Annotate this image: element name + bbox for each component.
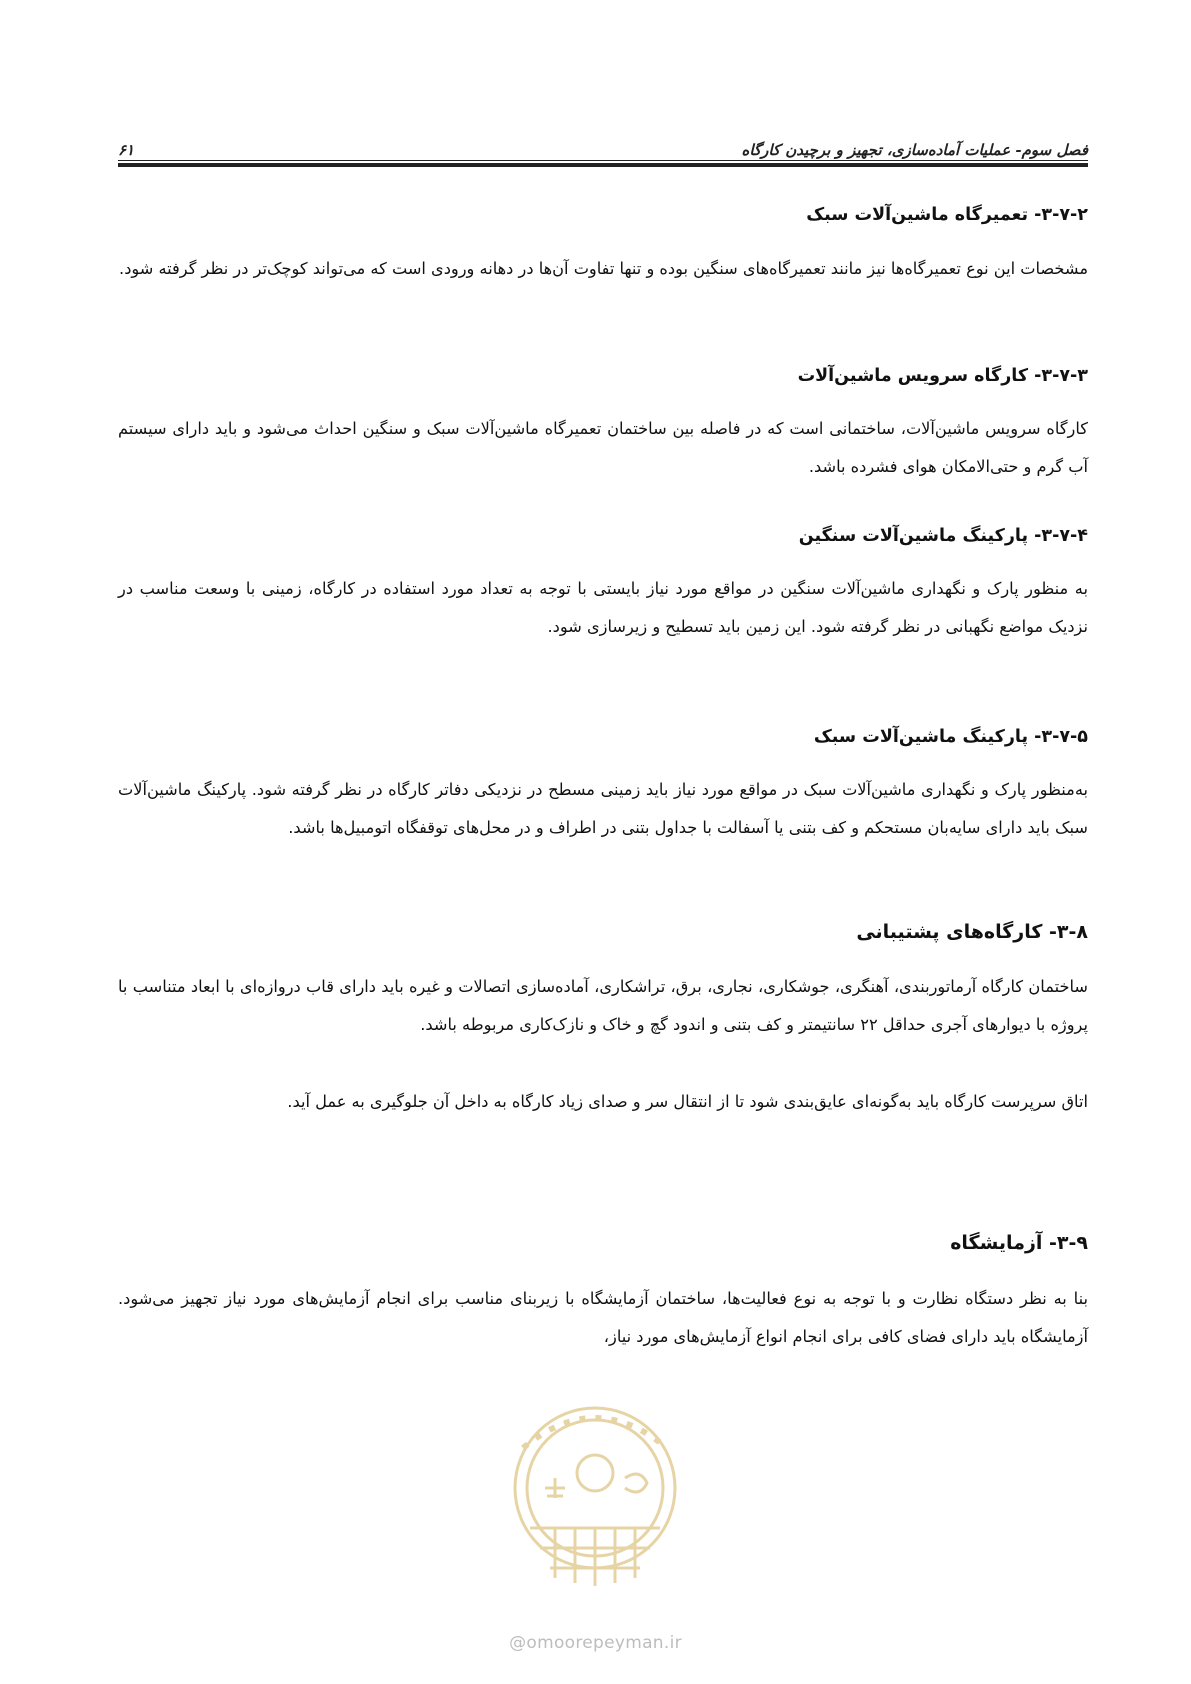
section-heading: ۳-۹- آزمایشگاه <box>950 1232 1088 1254</box>
header-rule-thick <box>118 163 1088 167</box>
paragraph: کارگاه سرویس ماشین‌آلات، ساختمانی است که در فاصله بین ساختمان تعمیرگاه ماشین‌آلات سبک و سنگین احداث می‌شود و باید دارای سیستم آب گرم و حتی‌الامکان هوای فشرده باشد. <box>118 419 1088 476</box>
header-rule-thin <box>118 160 1088 161</box>
section-heading: ۳-۸- کارگاه‌های پشتیبانی <box>856 921 1088 943</box>
section-heading: ۳-۷-۲- تعمیرگاه ماشین‌آلات سبک <box>806 205 1088 225</box>
watermark-seal <box>475 1378 715 1633</box>
chapter-title: فصل سوم- عملیات آماده‌سازی، تجهیز و برچیدن کارگاه <box>741 141 1088 159</box>
section-heading: ۳-۷-۴- پارکینگ ماشین‌آلات سنگین <box>798 526 1088 546</box>
paragraph: به منظور پارک و نگهداری ماشین‌آلات سنگین در مواقع مورد نیاز بایستی با توجه به تعداد مورد استفاده در کارگاه، زمینی با وسعت مناسب در نزدیک مواضع نگهبانی در نظر گرفته شود. این زمین باید تسطیح و زیرسازی شود. <box>118 579 1088 636</box>
section-heading: ۳-۷-۵- پارکینگ ماشین‌آلات سبک <box>813 727 1088 747</box>
page-number: ۶۱ <box>118 141 135 159</box>
paragraph: به‌منظور پارک و نگهداری ماشین‌آلات سبک در مواقع مورد نیاز باید زمینی مسطح در نزدیکی دفاتر کارگاه در نظر گرفته شود. پارکینگ ماشین‌آلات سبک باید دارای سایه‌بان مستحکم و کف بتنی یا آسفالت با جداول بتنی در اطراف و در محل‌های توقفگاه اتومبیل‌ها باشد. <box>118 780 1088 837</box>
paragraph: ساختمان کارگاه آرماتوربندی، آهنگری، جوشکاری، نجاری، برق، تراشکاری، آماده‌سازی اتصالات و غیره باید دارای قاب دروازه‌ای با ابعاد متناسب با پروژه با دیوارهای آجری حداقل ۲۲ سانتیمتر و کف بتنی و اندود گچ و خاک و نازک‌کاری مربوطه باشد. <box>118 977 1088 1034</box>
watermark-url: @omoorepeyman.ir <box>509 1633 682 1653</box>
running-header <box>118 133 1088 159</box>
paragraph: بنا به نظر دستگاه نظارت و با توجه به نوع فعالیت‌ها، ساختمان آزمایشگاه با زیربنای مناسب برای انجام آزمایش‌های مورد نیاز تجهیز می‌شود. آزمایشگاه باید دارای فضای کافی برای انجام انواع آزمایش‌های مورد نیاز، <box>118 1289 1088 1346</box>
section-heading: ۳-۷-۳- کارگاه سرویس ماشین‌آلات <box>797 366 1088 386</box>
paragraph: مشخصات این نوع تعمیرگاه‌ها نیز مانند تعمیرگاه‌های سنگین بوده و تنها تفاوت آن‌ها در دهانه ورودی است که می‌تواند کوچک‌تر در نظر گرفته شود. <box>119 259 1088 278</box>
paragraph: اتاق سرپرست کارگاه باید به‌گونه‌ای عایق‌بندی شود تا از انتقال سر و صدای زیاد کارگاه به داخل آن جلوگیری به عمل آید. <box>287 1092 1088 1111</box>
